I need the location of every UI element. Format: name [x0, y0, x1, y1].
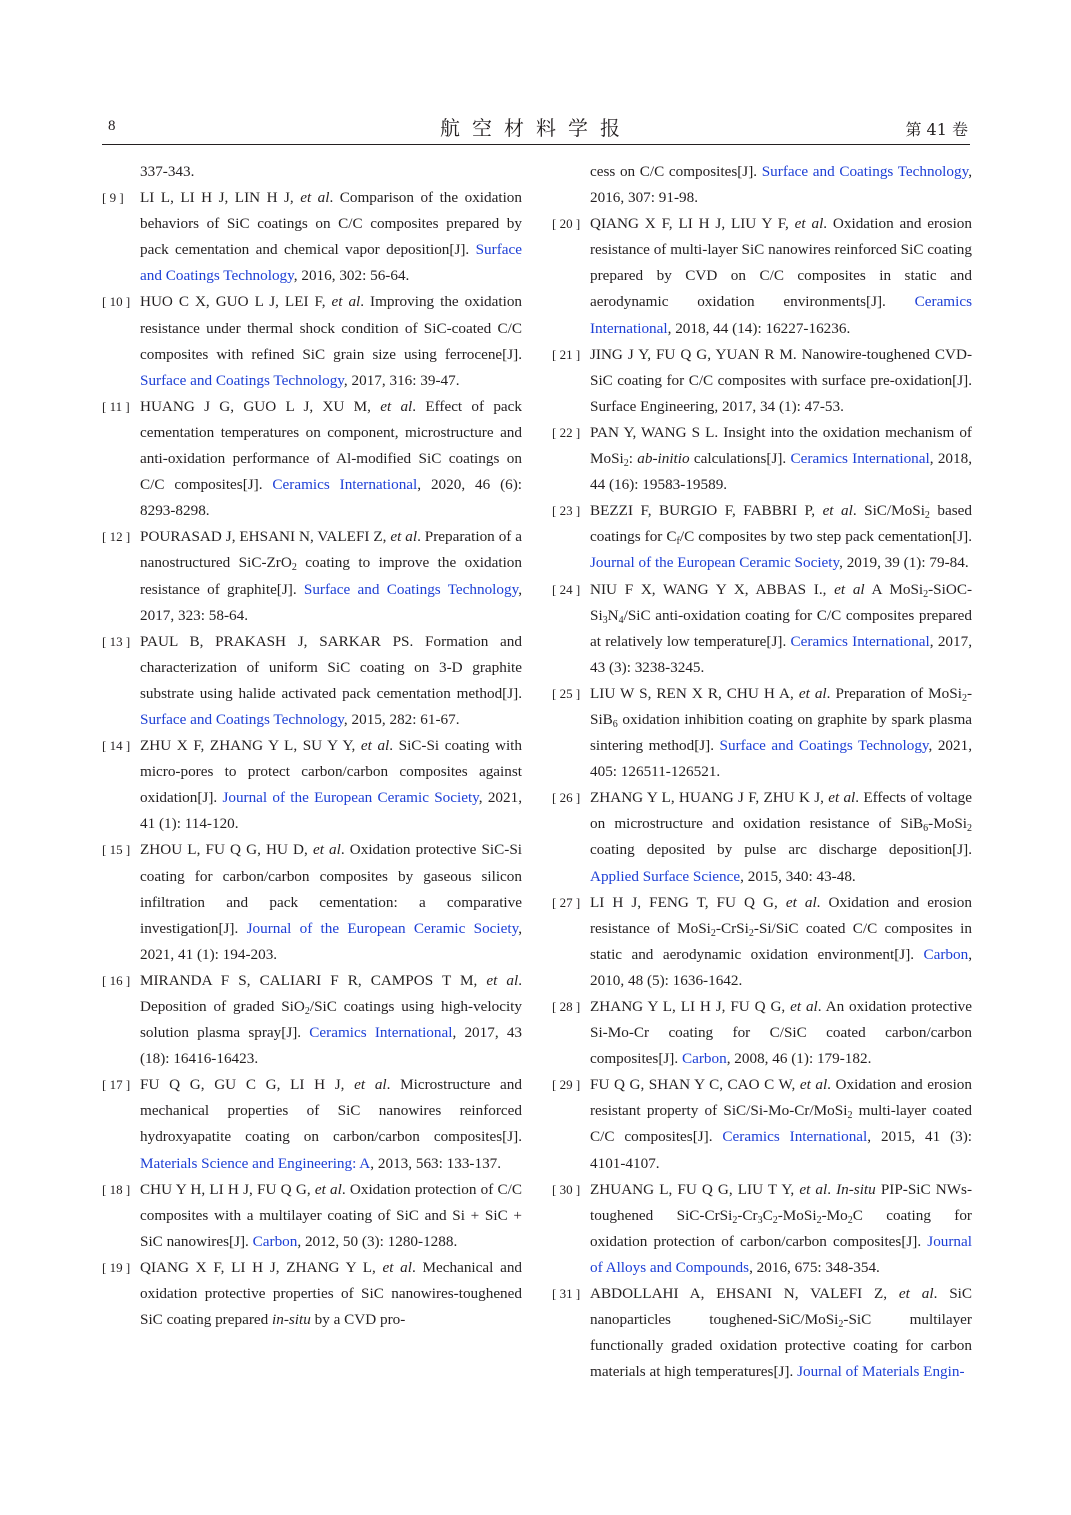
reference-30: [ 30 ] ZHUANG L, FU Q G, LIU T Y, et al. In-situ PIP-SiC NWs-toughened SiC-$CrSi_2-Cr_3C_2-MoSi_2-Mo_2C$ coating for oxidation protection of carbon/carbon composites[J]. Journal of Alloys and Compounds, 2016, 675: 348-354.	[552, 1177, 972, 1281]
journal-link[interactable]: Surface and Coatings Technology	[140, 371, 344, 389]
reference-number: [ 15 ]	[102, 842, 131, 858]
volume-label: 第 41 卷	[905, 120, 968, 139]
reference-number: [ 14 ]	[102, 738, 131, 754]
left-column	[102, 159, 522, 1333]
reference-number: [ 24 ]	[552, 581, 581, 597]
reference-21: [ 21 ] JING J Y, FU Q G, YUAN R M. Nanowire-toughened CVD-SiC coating for C/C composites with surface pre-oxidation[J]. Surface Engineering, 2017, 34 (1): 47-53.	[552, 342, 972, 420]
reference-number: [ 18 ]	[102, 1181, 131, 1197]
reference-number: [ 11 ]	[102, 398, 130, 414]
page-header	[102, 112, 970, 142]
reference-number: [ 13 ]	[102, 633, 131, 649]
journal-link[interactable]: Journal of Materials Engin-	[797, 1363, 965, 1381]
reference-29: [ 29 ] FU Q G, SHAN Y C, CAO C W, et al. Oxidation and erosion resistant property of SiC/Si-Mo-Cr/MoSi$_2$ multi-layer coated C/C composites[J]. Ceramics International, 2015, 41 (3): 4101-4107.	[552, 1072, 972, 1176]
reference-number: [ 19 ]	[102, 1259, 131, 1275]
reference-number: [ 12 ]	[102, 529, 131, 545]
reference-15: [ 15 ] ZHOU L, FU Q G, HU D, et al. Oxidation protective SiC-Si coating for carbon/carbon composites by gaseous silicon infiltration and pack cementation: a comparative investigation[J]. Journal of the European Ceramic Society, 2021, 41 (1): 194-203.	[102, 837, 522, 967]
reference-number: [ 21 ]	[552, 346, 581, 362]
reference-continuation: cess on C/C composites[J]. Surface and Coatings Technology, 2016, 307: 91-98.	[590, 163, 972, 207]
journal-link[interactable]: Surface and Coatings Technology	[303, 580, 519, 598]
reference-25: [ 25 ] LIU W S, REN X R, CHU H A, et al. Preparation of MoSi$_2$-SiB$_6$ oxidation inhibition coating on graphite by spark plasma sintering method[J]. Surface and Coatings Technology, 2021, 405: 126511-126521.	[552, 681, 972, 785]
reference-20: [ 20 ] QIANG X F, LI H J, LIU Y F, et al. Oxidation and erosion resistance of multi-layer SiC nanowires reinforced SiC coating prepared by CVD on C/C composites in static and aerodynamic oxidation environments[J]. Ceramics International, 2018, 44 (14): 16227-16236.	[552, 211, 972, 341]
reference-14: [ 14 ] ZHU X F, ZHANG Y L, SU Y Y, et al. SiC-Si coating with micro-pores to protect carbon/carbon composites against oxidation[J]. Journal of the European Ceramic Society, 2021, 41 (1): 114-120.	[102, 733, 522, 837]
reference-continuation: 337-343.	[140, 163, 195, 180]
reference-number: [ 27 ]	[552, 894, 581, 910]
reference-16: [ 16 ] MIRANDA F S, CALIARI F R, CAMPOS T M, et al. Deposition of graded SiO$_2$/SiC coatings using high-velocity solution plasma spray[J]. Ceramics International, 2017, 43 (18): 16416-16423.	[102, 968, 522, 1072]
reference-31: [ 31 ] ABDOLLAHI A, EHSANI N, VALEFI Z, et al. SiC nanoparticles toughened-SiC/MoSi$_2$-SiC multilayer functionally graded oxidation protective coating for carbon materials at high temperatures[J]. Journal of Materials Engin-	[552, 1281, 972, 1385]
journal-link[interactable]: Ceramics International	[272, 476, 418, 494]
journal-title: 航空材料学报	[440, 116, 632, 140]
header-rule	[102, 144, 970, 145]
right-column	[552, 159, 972, 1385]
reference-number: [ 22 ]	[552, 424, 581, 440]
reference-24: [ 24 ] NIU F X, WANG Y X, ABBAS I., et al A $MoSi_2-SiOC-Si_3N_4$/SiC anti-oxidation coating for C/C composites prepared at relatively low temperature[J]. Ceramics International, 2017, 43 (3): 3238-3245.	[552, 577, 972, 681]
reference-number: [ 25 ]	[552, 685, 581, 701]
reference-number: [ 9 ]	[102, 190, 124, 206]
journal-link[interactable]: Surface and Coatings Technology	[761, 163, 969, 180]
journal-link[interactable]: Materials Science and Engineering: A	[140, 1154, 371, 1172]
journal-link[interactable]: Journal of the European Ceramic Society	[246, 919, 519, 937]
reference-11: [ 11 ] HUANG J G, GUO L J, XU M, et al. Effect of pack cementation temperatures on component, microstructure and anti-oxidation performance of Al-modified SiC coatings on C/C composites[J]. Ceramics International, 2020, 46 (6): 8293-8298.	[102, 394, 522, 524]
reference-number: [ 20 ]	[552, 216, 581, 232]
reference-18: [ 18 ] CHU Y H, LI H J, FU Q G, et al. Oxidation protection of C/C composites with a multilayer coating of SiC and Si + SiC + SiC nanowires[J]. Carbon, 2012, 50 (3): 1280-1288.	[102, 1177, 522, 1255]
journal-link[interactable]: Carbon	[681, 1050, 727, 1068]
reference-number: [ 29 ]	[552, 1077, 581, 1093]
reference-9: [ 9 ] LI L, LI H J, LIN H J, et al. Comparison of the oxidation behaviors of SiC coatings on C/C composites prepared by pack cementation and chemical vapor deposition[J]. Surface and Coatings Technology, 2016, 302: 56-64.	[102, 185, 522, 289]
reference-number: [ 28 ]	[552, 999, 581, 1014]
reference-17: [ 17 ] FU Q G, GU C G, LI H J, et al. Microstructure and mechanical properties of SiC nanowires reinforced hydroxyapatite coating on carbon/carbon composites[J]. Materials Science and Engineering: A, 2013, 563: 133-137.	[102, 1072, 522, 1176]
journal-link[interactable]: Ceramics International	[722, 1128, 868, 1146]
reference-number: [ 17 ]	[102, 1077, 131, 1093]
reference-26: [ 26 ] ZHANG Y L, HUANG J F, ZHU K J, et al. Effects of voltage on microstructure and oxidation resistance of SiB$_6$-MoSi$_2$ coating deposited by pulse arc discharge deposition[J]. Applied Surface Science, 2015, 340: 43-48.	[552, 785, 972, 889]
reference-number: [ 26 ]	[552, 790, 581, 806]
reference-19: [ 19 ] QIANG X F, LI H J, ZHANG Y L, et al. Mechanical and oxidation protective properties of SiC nanowires-toughened SiC coating prepared in-situ by a CVD pro-	[102, 1255, 522, 1333]
reference-number: [ 10 ]	[102, 294, 131, 310]
reference-number: [ 31 ]	[552, 1286, 581, 1302]
reference-number: [ 16 ]	[102, 972, 131, 988]
journal-link[interactable]: Journal of the European Ceramic Society	[222, 789, 479, 807]
reference-22: [ 22 ] PAN Y, WANG S L. Insight into the oxidation mechanism of MoSi$_2$: ab-initio calculations[J]. Ceramics International, 2018, 44 (16): 19583-19589.	[552, 420, 972, 498]
journal-link[interactable]: Ceramics International	[790, 632, 930, 650]
journal-link[interactable]: Carbon	[923, 945, 969, 963]
reference-27: [ 27 ] LI H J, FENG T, FU Q G, et al. Oxidation and erosion resistance of MoSi$_2$-CrSi$_2$-Si/SiC coated C/C composites in static and aerodynamic oxidation environment[J]. Carbon, 2010, 48 (5): 1636-1642.	[552, 890, 972, 994]
journal-link[interactable]: Ceramics International	[309, 1024, 453, 1042]
journal-link[interactable]: Journal of the European Ceramic Society	[590, 554, 840, 572]
journal-link[interactable]: Ceramics International	[790, 450, 930, 468]
journal-link[interactable]: Carbon	[252, 1232, 298, 1250]
reference-10: [ 10 ] HUO C X, GUO L J, LEI F, et al. Improving the oxidation resistance under thermal shock condition of SiC-coated C/C composites with refined SiC grain size using ferrocene[J]. Surface and Coatings Technology, 2017, 316: 39-47.	[102, 289, 522, 393]
reference-number: [ 30 ]	[552, 1181, 581, 1197]
journal-link[interactable]: Surface and Coatings Technology	[140, 241, 522, 285]
reference-28: [ 28 ] ZHANG Y L, LI H J, FU Q G, et al. An oxidation protective Si-Mo-Cr coating for C/SiC coated carbon/carbon composites[J]. Carbon, 2008, 46 (1): 179-182.	[552, 994, 972, 1072]
reference-13: [ 13 ] PAUL B, PRAKASH J, SARKAR PS. Formation and characterization of uniform SiC coating on 3-D graphite substrate using halide activated pack cementation method[J]. Surface and Coatings Technology, 2015, 282: 61-67.	[102, 629, 522, 733]
page-number: 8	[108, 118, 116, 134]
reference-number: [ 23 ]	[552, 503, 581, 519]
journal-link[interactable]: Journal of Alloys and Compounds	[590, 1232, 972, 1276]
reference-23: [ 23 ] BEZZI F, BURGIO F, FABBRI P, et al. SiC/MoSi$_2$ based coatings for $C_f/C$ composites by two step pack cementation[J]. Journal of the European Ceramic Society, 2019, 39 (1): 79-84.	[552, 498, 972, 576]
journal-link[interactable]: Ceramics International	[590, 293, 972, 337]
journal-link[interactable]: Surface and Coatings Technology	[140, 710, 344, 728]
journal-link[interactable]: Surface and Coatings Technology	[719, 737, 929, 755]
reference-12: [ 12 ] POURASAD J, EHSANI N, VALEFI Z, et al. Preparation of a nanostructured SiC-ZrO$_2$ coating to improve the oxidation resistance of graphite[J]. Surface and Coatings Technology, 2017, 323: 58-64.	[102, 524, 522, 628]
journal-link[interactable]: Applied Surface Science	[590, 867, 741, 885]
